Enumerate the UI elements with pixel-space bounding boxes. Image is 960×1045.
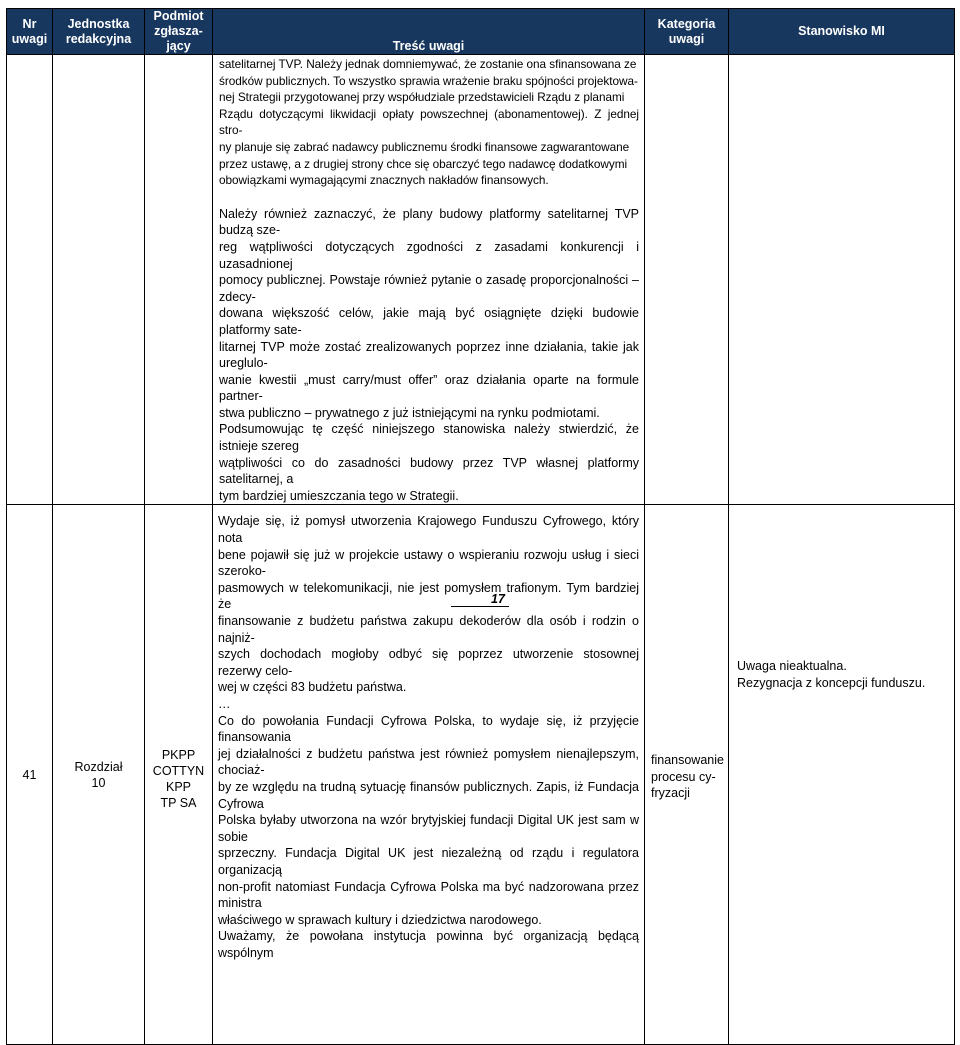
- unit-cell: [53, 505, 145, 1045]
- content-line: reg wątpliwości dotyczących zgodności z zasadami konkurencji i uzasadnionej: [219, 239, 639, 271]
- header-position: Stanowisko MI: [729, 9, 955, 55]
- header-row: [7, 9, 955, 55]
- unit-line: 10: [91, 775, 106, 790]
- page-number: 17: [451, 592, 509, 607]
- unit-line: Rozdział: [74, 759, 123, 774]
- position-cell-empty: [729, 55, 955, 505]
- content-line: tym bardziej umieszczania tego w Strategii.: [219, 488, 459, 503]
- content-paragraph: [219, 56, 639, 189]
- table-row: [7, 505, 955, 1045]
- category-cell: [645, 505, 729, 1045]
- content-line: środków publicznych. To wszystko sprawia wrażenie braku spójności projektowa-: [219, 73, 638, 88]
- header-category: Kategoria uwagi: [645, 9, 729, 55]
- content-line: jej działalności z budżetu państwa jest również pomysłem nienajlepszym, chociaż-: [218, 746, 639, 778]
- content-line: Rządu dotyczącymi likwidacji opłaty powszechnej (abonamentowej). Z jednej stro-: [219, 106, 639, 138]
- header-submitter: Podmiot zgłasza-jący: [145, 9, 213, 55]
- content-line: …: [218, 696, 231, 711]
- content-line: stwa publiczno – prywatnego z już istniejącymi na rynku podmiotami.: [219, 405, 600, 420]
- content-line: nej Strategii przygotowanej przy współudziale przedstawicieli Rządu z planami: [219, 90, 625, 105]
- content-line: szych dochodach mogłoby odbyć się poprzez utworzenie stosownej rezerwy celo-: [218, 647, 639, 678]
- submitter-line: KPP: [165, 779, 191, 794]
- content-line: bene pojawił się już w projekcie ustawy o wspieraniu rozwoju usług i sieci szeroko-: [218, 547, 639, 579]
- content-cell: [213, 505, 645, 1045]
- table-row: [7, 55, 955, 505]
- content-line: litarnej TVP może zostać zrealizowanych poprzez inne działania, takie jak ureglulo-: [219, 339, 639, 371]
- submitter-cell: [145, 505, 213, 1045]
- content-line: Podsumowując tę część niniejszego stanowiska należy stwierdzić, że istnieje szereg: [219, 422, 639, 454]
- content-line: pasmowych w telekomunikacji, nie jest pomysłem trafionym. Tym bardziej że: [218, 580, 639, 612]
- content-line: Należy również zaznaczyć, że plany budowy platformy satelitarnej TVP budzą sze-: [219, 206, 639, 238]
- content-paragraph: [218, 513, 639, 961]
- nr-cell: 41: [7, 505, 53, 1045]
- content-line: wej w części 83 budżetu państwa.: [218, 680, 407, 695]
- submitter-line: COTTYN: [152, 763, 205, 778]
- submitter-line: PKPP: [161, 747, 196, 762]
- category-line: procesu cy-: [651, 769, 716, 784]
- comments-table: [6, 8, 955, 1045]
- content-line: wanie kwestii „must carry/must offer” oraz działania oparte na formule partner-: [219, 372, 639, 404]
- content-line: ny planuje się zabrać nadawcy publicznemu środki finansowe zagwarantowane: [219, 139, 630, 154]
- content-line: przez ustawę, a z drugiej strony chce się obarczyć tego nadawcę dodatkowymi: [219, 156, 628, 171]
- content-line: satelitarnej TVP. Należy jednak domniemywać, że zostanie ona sfinansowana ze: [219, 57, 637, 71]
- content-line: sprzeczny. Fundacja Digital UK jest niezależną od rządu i regulatora organizacją: [218, 846, 639, 877]
- header-unit: Jednostka redakcyjna: [53, 9, 145, 55]
- content-line: Uważamy, że powołana instytucja powinna być organizacją będącą wspólnym: [218, 929, 639, 960]
- category-line: finansowanie: [651, 753, 724, 768]
- position-line: Rezygnacja z koncepcji funduszu.: [737, 676, 926, 691]
- unit-cell-empty: [53, 55, 145, 505]
- category-line: fryzacji: [651, 786, 690, 801]
- submitter-line: TP SA: [160, 795, 197, 810]
- content-line: Wydaje się, iż pomysł utworzenia Krajowego Funduszu Cyfrowego, który nota: [218, 514, 639, 546]
- content-line: Polska byłaby utworzona na wzór brytyjskiej fundacji Digital UK jest sam w sobie: [218, 813, 639, 844]
- content-line: obowiązkami wymagającymi znacznych nakładów finansowych.: [219, 173, 549, 188]
- page-footer: [0, 590, 960, 608]
- position-cell: [729, 505, 955, 1045]
- content-cell: [213, 55, 645, 505]
- header-content: Treść uwagi: [213, 9, 645, 55]
- submitter-cell-empty: [145, 55, 213, 505]
- content-line: by ze względu na trudną sytuację finansów publicznych. Zapis, iż Fundacja Cyfrowa: [218, 779, 639, 811]
- content-line: Co do powołania Fundacji Cyfrowa Polska, to wydaje się, iż przyjęcie finansowania: [218, 713, 639, 745]
- content-paragraph: [219, 206, 639, 505]
- content-line: non-profit natomiast Fundacja Cyfrowa Polska ma być nadzorowana przez ministra: [218, 879, 639, 911]
- content-line: pomocy publicznej. Powstaje również pytanie o zasadę proporcjonalności – zdecy-: [219, 273, 639, 304]
- position-line: Uwaga nieaktualna.: [737, 659, 847, 674]
- header-nr: Nr uwagi: [7, 9, 53, 55]
- content-line: właściwego w sprawach kultury i dziedzictwa narodowego.: [218, 912, 542, 927]
- nr-cell-empty: [7, 55, 53, 505]
- category-cell-empty: [645, 55, 729, 505]
- content-line: wątpliwości co do zasadności budowy przez TVP własnej platformy satelitarnej, a: [219, 455, 639, 487]
- content-line: finansowanie z budżetu państwa zakupu dekoderów dla osób i rodzin o najniż-: [218, 614, 639, 645]
- content-line: dowana większość celów, jakie mają być osiągnięte dzięki budowie platformy sate-: [219, 306, 639, 337]
